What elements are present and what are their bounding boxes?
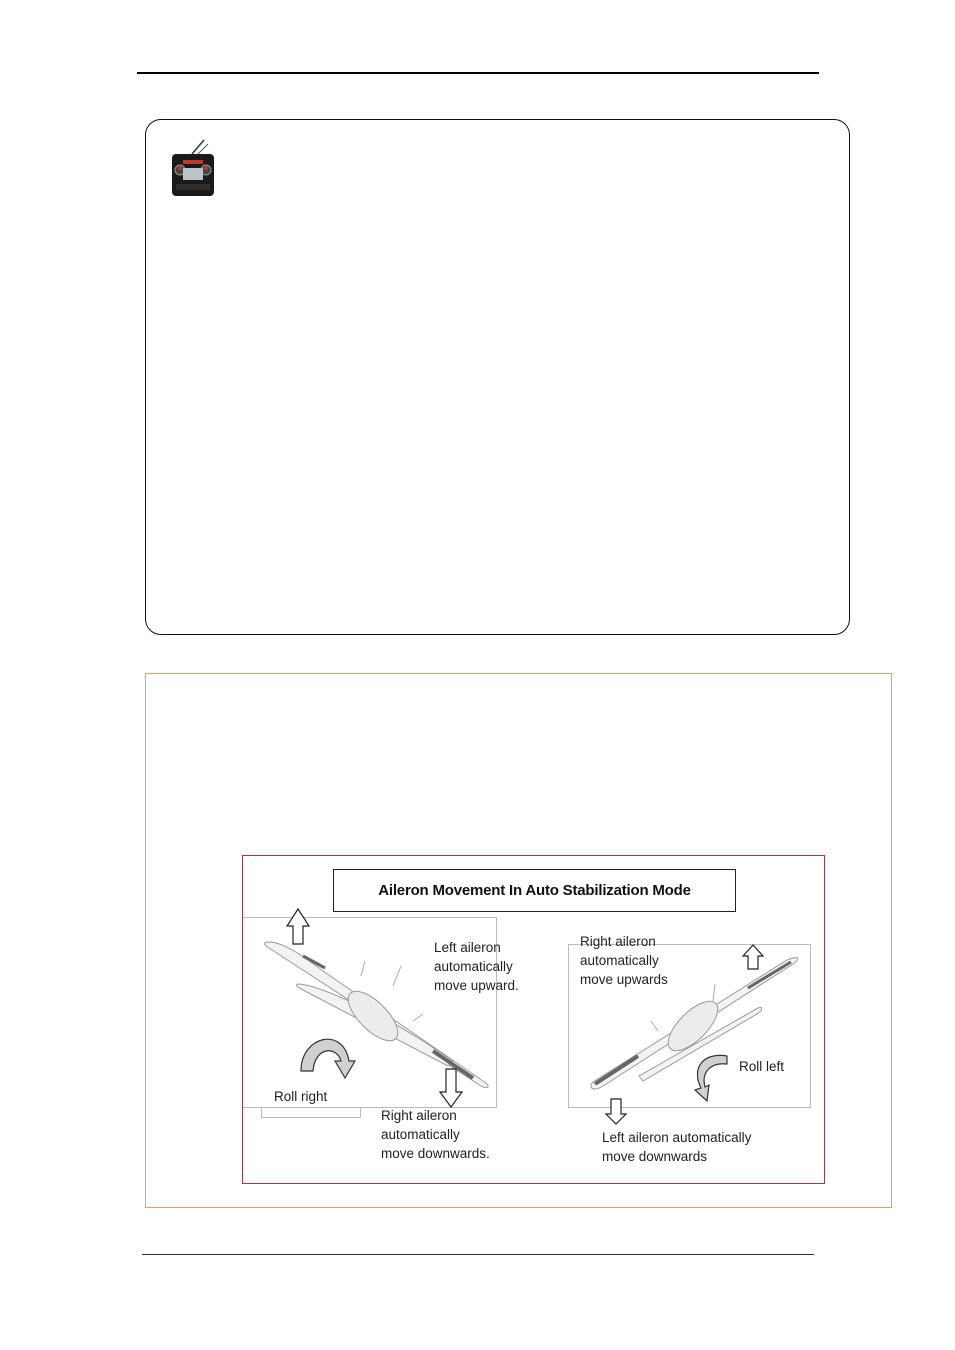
radio-transmitter-icon bbox=[168, 138, 218, 200]
left-aileron-up-label: Left aileron automatically move upward. bbox=[434, 940, 519, 993]
roll-left-label: Roll left bbox=[739, 1059, 785, 1074]
arrow-down-icon bbox=[440, 1069, 462, 1107]
footer-rule bbox=[142, 1254, 814, 1255]
figure-title: Aileron Movement In Auto Stabilization Mode bbox=[333, 869, 736, 912]
right-aileron-up-label: Right aileron automatically move upwards bbox=[580, 934, 668, 987]
header-rule bbox=[137, 72, 819, 74]
arrow-up-icon bbox=[287, 909, 309, 944]
roll-right-label: Roll right bbox=[274, 1089, 328, 1104]
arrow-up-icon bbox=[743, 945, 763, 969]
aileron-figure bbox=[242, 855, 825, 1184]
note-box bbox=[145, 119, 850, 635]
right-aileron-down-label: Right aileron automatically move downwards. bbox=[381, 1108, 490, 1161]
roll-left-arrow-icon bbox=[695, 1055, 727, 1101]
roll-right-arrow-icon bbox=[301, 1039, 355, 1078]
arrow-down-icon bbox=[606, 1099, 626, 1124]
left-aileron-down-label: Left aileron automatically move downwards bbox=[602, 1130, 752, 1164]
